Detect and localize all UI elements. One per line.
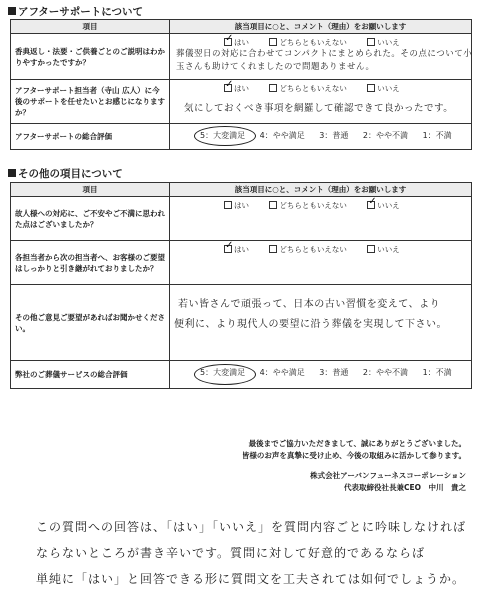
square-bullet-icon (8, 7, 16, 15)
option-group (224, 200, 418, 211)
handwritten-feedback-line: この質問への回答は、「はい」「いいえ」を質問内容ごとに吟味しなければ (36, 520, 467, 534)
question-text: その他ご意見ご要望があればお聞かせください。 (11, 285, 170, 361)
header-item: 項目 (11, 20, 170, 34)
section2-title-text: その他の項目について (18, 168, 123, 180)
square-bullet-icon (8, 169, 16, 177)
handwritten-feedback-line: 単純に「はい」と回答できる形に質問文を工夫されては如何でしょうか。 (36, 572, 466, 586)
option-label: どちらともいえない (279, 245, 347, 254)
option-label: いいえ (377, 245, 400, 254)
checkbox-icon[interactable] (367, 84, 375, 92)
section1-title (8, 4, 143, 19)
rating-option-2[interactable]: 2：やや不満 (362, 368, 409, 377)
rating-option-1[interactable]: 1：不満 (422, 368, 452, 377)
rating-option-3[interactable]: 3：普通 (319, 368, 349, 377)
header-item: 項目 (11, 183, 170, 197)
option-neutral[interactable] (269, 37, 347, 48)
option-label: はい (234, 201, 249, 210)
option-yes[interactable] (224, 200, 249, 211)
header-answer: 該当項目に○と、コメント（理由）をお願いします (170, 183, 472, 197)
checkbox-icon[interactable] (269, 201, 277, 209)
question-text: 故人様への対応に、ご不安やご不満に思われた点はございましたか？ (11, 197, 170, 241)
question-text: アフターサポート担当者（寺山 広人）に今後のサポートを任せたいとお感じになりますか？ (11, 80, 170, 124)
checkbox-icon[interactable] (367, 38, 375, 46)
option-group (224, 37, 418, 48)
option-yes[interactable] (224, 244, 249, 255)
section2-table (10, 182, 472, 389)
table-row (11, 197, 472, 241)
answer-cell (170, 80, 472, 124)
closing-message (242, 438, 466, 494)
option-group (224, 244, 418, 255)
overall-label: 弊社のご葬儀サービスの総合評価 (11, 361, 170, 389)
rating-option-3[interactable]: 3：普通 (319, 131, 349, 140)
option-neutral[interactable] (269, 83, 347, 94)
option-label: どちらともいえない (279, 84, 347, 93)
option-yes[interactable] (224, 83, 249, 94)
checkbox-checked-icon[interactable] (224, 38, 232, 46)
company-name: 株式会社アーバンフューネスコーポレーション (310, 471, 466, 480)
option-label: はい (234, 38, 249, 47)
answer-cell (170, 34, 472, 80)
overall-row (11, 124, 472, 150)
option-label: はい (234, 245, 249, 254)
selection-circle-icon (194, 126, 256, 146)
option-label: いいえ (377, 38, 400, 47)
option-yes[interactable] (224, 37, 249, 48)
overall-row (11, 361, 472, 389)
question-text: 各担当者から次の担当者へ、お客様のご要望はしっかりと引き継がれておりましたか？ (11, 241, 170, 285)
checkbox-icon[interactable] (269, 38, 277, 46)
checkbox-icon[interactable] (269, 245, 277, 253)
option-no[interactable] (367, 244, 400, 255)
selection-circle-icon (194, 364, 256, 385)
checkbox-icon[interactable] (269, 84, 277, 92)
option-no[interactable] (367, 37, 400, 48)
rating-option-2[interactable]: 2：やや不満 (362, 131, 409, 140)
handwritten-feedback-line: ならないところが書き辛いです。質問に対して好意的であるならば (36, 546, 426, 560)
option-label: どちらともいえない (279, 201, 347, 210)
section1-title-text: アフターサポートについて (18, 6, 144, 18)
rating-option-4[interactable]: 4：やや満足 (259, 368, 305, 377)
rating-option-5[interactable]: 5：大変満足 (200, 131, 246, 140)
option-label: いいえ (377, 201, 400, 210)
checkbox-icon[interactable] (367, 245, 375, 253)
option-label: いいえ (377, 84, 400, 93)
closing-line: 最後までご協力いただきまして、誠にありがとうございました。 (248, 439, 466, 448)
option-label: どちらともいえない (279, 38, 347, 47)
ceo-signature: 代表取締役社長兼CEO 中川 貴之 (343, 483, 466, 492)
option-label: はい (234, 84, 249, 93)
handwritten-line: 便利に、より現代人の要望に沿う葬儀を実現して下さい。 (174, 319, 447, 330)
opinion-cell (170, 285, 472, 361)
table-row (11, 80, 472, 124)
handwritten-comment: 気にしておくべき事項を網羅して確認できて良かったです。 (184, 103, 454, 114)
option-neutral[interactable] (269, 200, 347, 211)
handwritten-comment: 葬儀翌日の対応に合わせてコンパクトにまとめられた。その点について小玉さんも助けてくれましたので問題ありません。 (176, 49, 473, 72)
section2-title (8, 166, 123, 181)
checkbox-checked-icon[interactable] (224, 84, 232, 92)
closing-line: 皆様のお声を真摯に受け止め、今後の取組みに活かして参ります。 (241, 451, 466, 460)
table-header-row (11, 20, 472, 34)
rating-cell (170, 124, 472, 150)
checkbox-icon[interactable] (224, 201, 232, 209)
table-header-row (11, 183, 472, 197)
option-no[interactable] (367, 83, 400, 94)
handwritten-line: 若い皆さんで頑張って、日本の古い習慣を変えて、より (178, 299, 441, 310)
header-answer: 該当項目に○と、コメント（理由）をお願いします (170, 20, 472, 34)
rating-cell (170, 361, 472, 389)
rating-option-1[interactable]: 1：不満 (422, 131, 452, 140)
overall-label: アフターサポートの総合評価 (11, 124, 170, 150)
table-row (11, 34, 472, 80)
opinion-row (11, 285, 472, 361)
question-text: 香典返し・法要・ご供養ごとのご説明はわかりやすかったですか？ (11, 34, 170, 80)
checkbox-checked-icon[interactable] (224, 245, 232, 253)
rating-option-4[interactable]: 4：やや満足 (259, 131, 305, 140)
option-no[interactable] (367, 200, 400, 211)
answer-cell (170, 241, 472, 285)
option-neutral[interactable] (269, 244, 347, 255)
checkbox-checked-icon[interactable] (367, 201, 375, 209)
section1-table (10, 19, 472, 150)
rating-option-5[interactable]: 5：大変満足 (200, 368, 246, 377)
option-group (224, 83, 418, 94)
table-row (11, 241, 472, 285)
answer-cell (170, 197, 472, 241)
